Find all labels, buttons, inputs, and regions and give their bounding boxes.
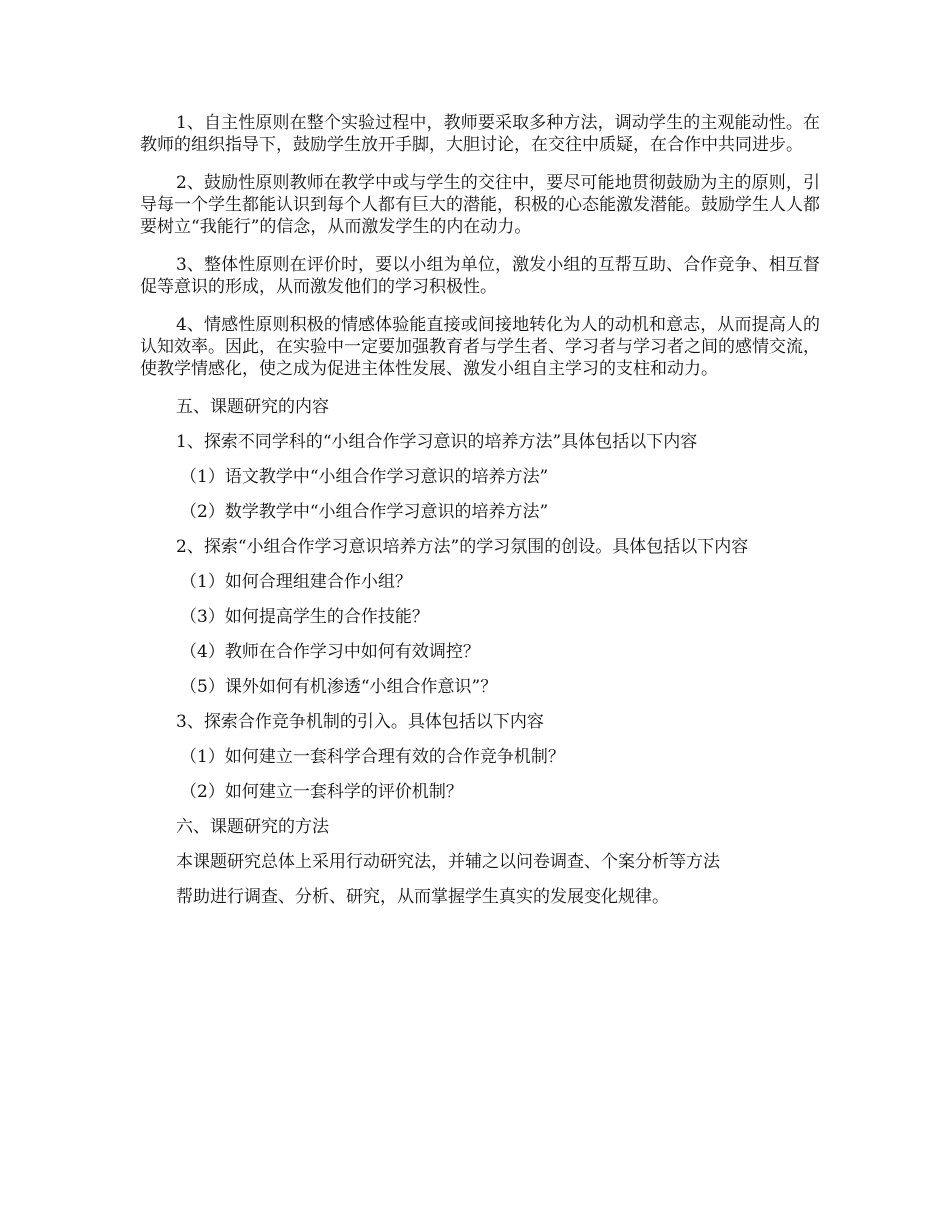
content-item-3-sub-1: （1）如何建立一套科学合理有效的合作竞争机制？ [180,747,565,767]
principle-autonomy: 1、自主性原则在整个实验过程中，教师要采取多种方法，调动学生的主观能动性。在教师的组织指导下，鼓励学生放开手脚，大胆讨论，在交往中质疑，在合作中共同进步。 [140,113,820,155]
document-body [140,112,820,908]
content-item-2-sub-5: （5）课外如何有机渗透“小组合作意识”？ [180,677,498,697]
content-item-3-sub-2: （2）如何建立一套科学的评价机制？ [180,782,463,802]
content-item-1: 1、探索不同学科的“小组合作学习意识的培养方法”具体包括以下内容 [176,432,698,452]
principle-integrity: 3、整体性原则在评价时，要以小组为单位，激发小组的互帮互助、合作竞争、相互督促等意识的形成，从而激发他们的学习积极性。 [140,255,820,297]
content-item-1-sub-1: （1）语文教学中“小组合作学习意识的培养方法” [180,467,549,487]
content-item-3: 3、探索合作竞争机制的引入。具体包括以下内容 [176,712,544,732]
content-item-2: 2、探索“小组合作学习意识培养方法”的学习氛围的创设。具体包括以下内容 [176,537,749,557]
principle-encouragement: 2、鼓励性原则教师在教学中或与学生的交往中，要尽可能地贯彻鼓励为主的原则，引导每一个学生都能认识到每个人都有巨大的潜能，积极的心态能激发潜能。鼓励学生人人都要树立“我能行”的信念，从而激发学生的内在动力。 [140,173,820,237]
principle-emotion: 4、情感性原则积极的情感体验能直接或间接地转化为人的动机和意志，从而提高人的认知效率。因此，在实验中一定要加强教育者与学生者、学习者与学习者之间的感情交流，使教学情感化，使之成为促进主体性发展、激发小组自主学习的支柱和动力。 [140,315,820,379]
content-item-2-sub-4: （4）教师在合作学习中如何有效调控？ [180,642,480,662]
content-item-2-sub-3: （3）如何提高学生的合作技能？ [180,607,429,627]
content-item-2-sub-1: （1）如何合理组建合作小组？ [180,572,412,592]
section-heading-research-method: 六、课题研究的方法 [176,817,329,837]
section-heading-research-content: 五、课题研究的内容 [176,397,329,417]
content-item-1-sub-2: （2）数学教学中“小组合作学习意识的培养方法” [180,502,549,522]
method-line-1: 本课题研究总体上采用行动研究法，并辅之以问卷调查、个案分析等方法 [176,852,720,872]
method-line-2: 帮助进行调查、分析、研究，从而掌握学生真实的发展变化规律。 [176,887,669,907]
